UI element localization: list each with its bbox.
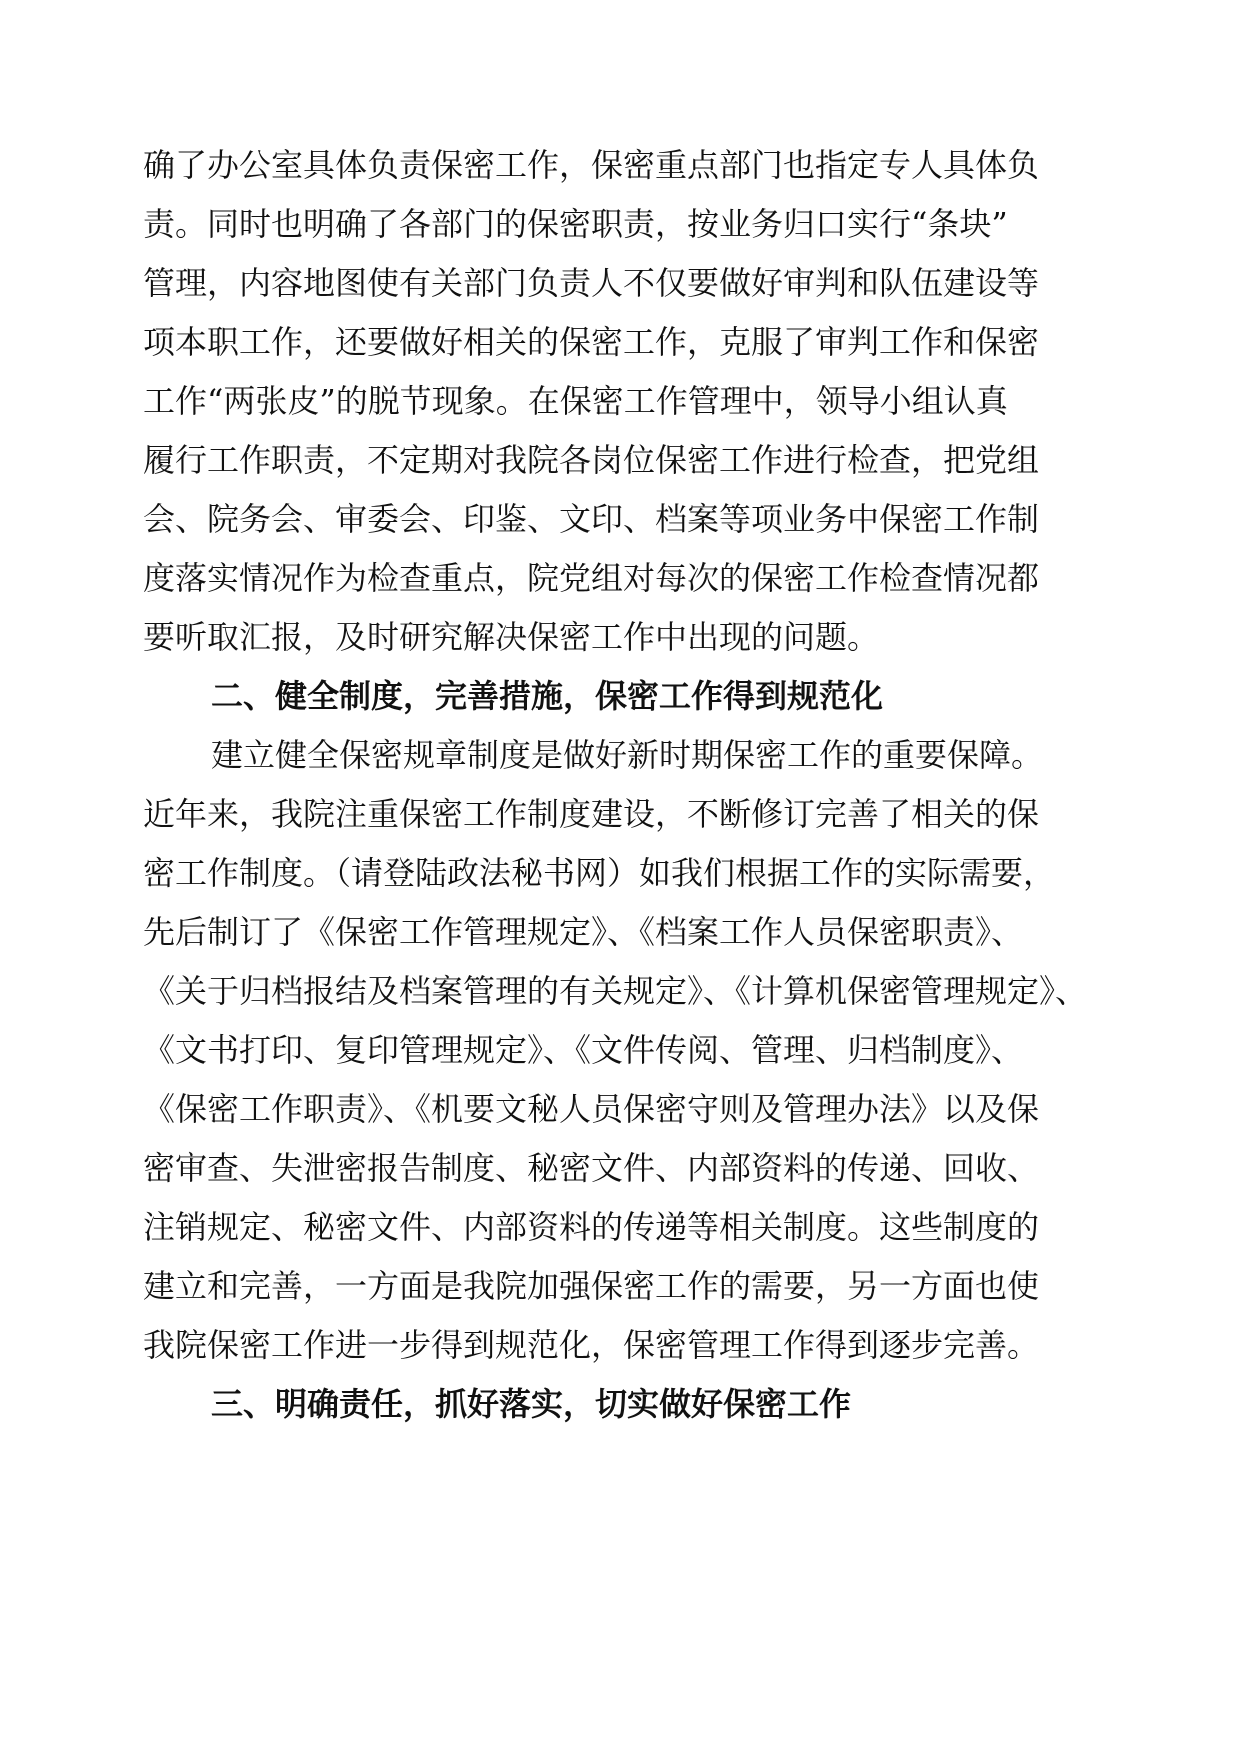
paragraph-line: 度落实情况作为检查重点，院党组对每次的保密工作检查情况都 (143, 559, 1040, 597)
paragraph-line: 《关于归档报结及档案管理的有关规定》、《计算机保密管理规定》、 (143, 972, 1088, 1010)
paragraph-line: 建立和完善，一方面是我院加强保密工作的需要，另一方面也使 (143, 1267, 1040, 1305)
paragraph-line: 密工作制度。（请登陆政法秘书网）如我们根据工作的实际需要， (143, 854, 1056, 892)
paragraph-line: 密审查、失泄密报告制度、秘密文件、内部资料的传递、回收、 (143, 1149, 1040, 1187)
section-heading: 三、明确责任，抓好落实，切实做好保密工作 (211, 1385, 852, 1423)
paragraph-line: 责。同时也明确了各部门的保密职责，按业务归口实行“条块” (143, 205, 1008, 243)
paragraph-line: 要听取汇报，及时研究解决保密工作中出现的问题。 (143, 618, 880, 656)
paragraph-line: 近年来，我院注重保密工作制度建设，不断修订完善了相关的保 (143, 795, 1040, 833)
paragraph-line: 工作“两张皮”的脱节现象。在保密工作管理中，领导小组认真 (143, 382, 1008, 420)
paragraph-line: 建立健全保密规章制度是做好新时期保密工作的重要保障。 (211, 736, 1044, 774)
paragraph-line: 我院保密工作进一步得到规范化，保密管理工作得到逐步完善。 (143, 1326, 1040, 1364)
paragraph-line: 项本职工作，还要做好相关的保密工作，克服了审判工作和保密 (143, 323, 1040, 361)
paragraph-line: 《文书打印、复印管理规定》、《文件传阅、管理、归档制度》、 (143, 1031, 1024, 1069)
paragraph-line: 履行工作职责，不定期对我院各岗位保密工作进行检查，把党组 (143, 441, 1040, 479)
paragraph-line: 注销规定、秘密文件、内部资料的传递等相关制度。这些制度的 (143, 1208, 1040, 1246)
paragraph-line: 先后制订了《保密工作管理规定》、《档案工作人员保密职责》、 (143, 913, 1024, 951)
paragraph-line: 确了办公室具体负责保密工作，保密重点部门也指定专人具体负 (143, 146, 1040, 184)
section-heading: 二、健全制度，完善措施，保密工作得到规范化 (211, 677, 884, 715)
paragraph-line: 管理，内容地图使有关部门负责人不仅要做好审判和队伍建设等 (143, 264, 1040, 302)
paragraph-line: 《保密工作职责》、《机要文秘人员保密守则及管理办法》以及保 (143, 1090, 1040, 1128)
paragraph-line: 会、院务会、审委会、印鉴、文印、档案等项业务中保密工作制 (143, 500, 1040, 538)
